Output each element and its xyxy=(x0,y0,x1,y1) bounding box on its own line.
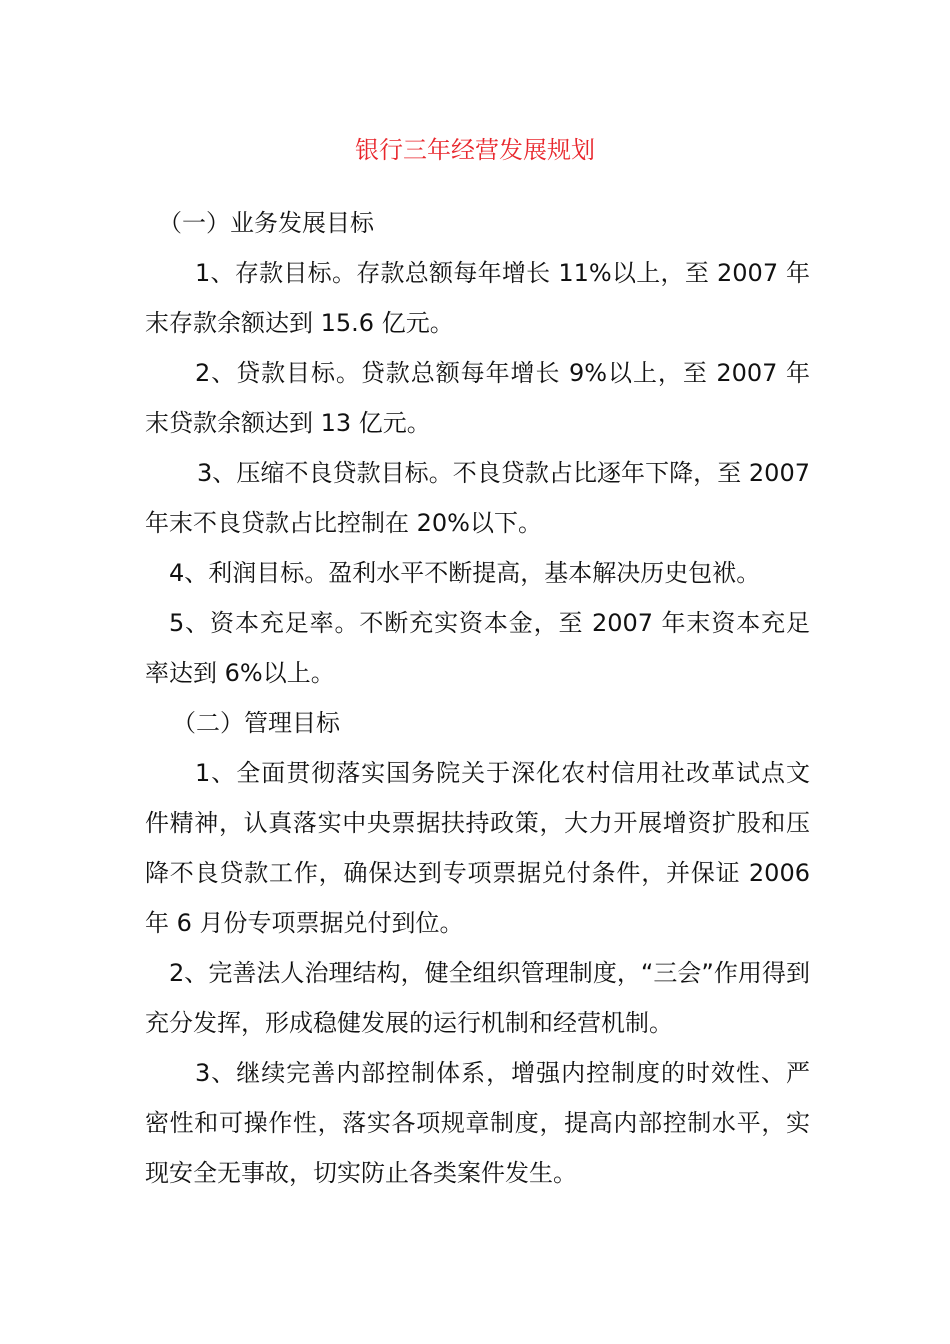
paragraph-loan-target: 2、贷款目标。贷款总额每年增长 9%以上，至 2007 年末贷款余额达到 13 亿元。 xyxy=(145,359,810,437)
paragraph-deposit-target: 1、存款目标。存款总额每年增长 11%以上，至 2007 年末存款余额达到 15.6 亿元。 xyxy=(145,259,810,337)
paragraph-governance: 2、完善法人治理结构，健全组织管理制度，“三会”作用得到充分发挥，形成稳健发展的运行机制和经营机制。 xyxy=(145,959,810,1037)
document-title: 银行三年经营发展规划 xyxy=(355,136,595,164)
section-heading-management: （二）管理目标 xyxy=(172,709,340,737)
paragraph-internal-control: 3、继续完善内部控制体系，增强内控制度的时效性、严密性和可操作性，落实各项规章制度，提高内部控制水平，实现安全无事故，切实防止各类案件发生。 xyxy=(145,1059,810,1187)
paragraph-profit-target: 4、利润目标。盈利水平不断提高，基本解决历史包袱。 xyxy=(169,559,761,587)
paragraph-npl-target: 3、压缩不良贷款目标。不良贷款占比逐年下降，至 2007 年末不良贷款占比控制在 20%以下。 xyxy=(145,459,810,537)
section-heading-business: （一）业务发展目标 xyxy=(158,209,374,237)
paragraph-reform-policy: 1、全面贯彻落实国务院关于深化农村信用社改革试点文件精神，认真落实中央票据扶持政策，大力开展增资扩股和压降不良贷款工作，确保达到专项票据兑付条件，并保证 2006 年 6 月份专项票据兑付到位。 xyxy=(145,759,810,937)
paragraph-capital-adequacy: 5、资本充足率。不断充实资本金，至 2007 年末资本充足率达到 6%以上。 xyxy=(145,609,810,687)
